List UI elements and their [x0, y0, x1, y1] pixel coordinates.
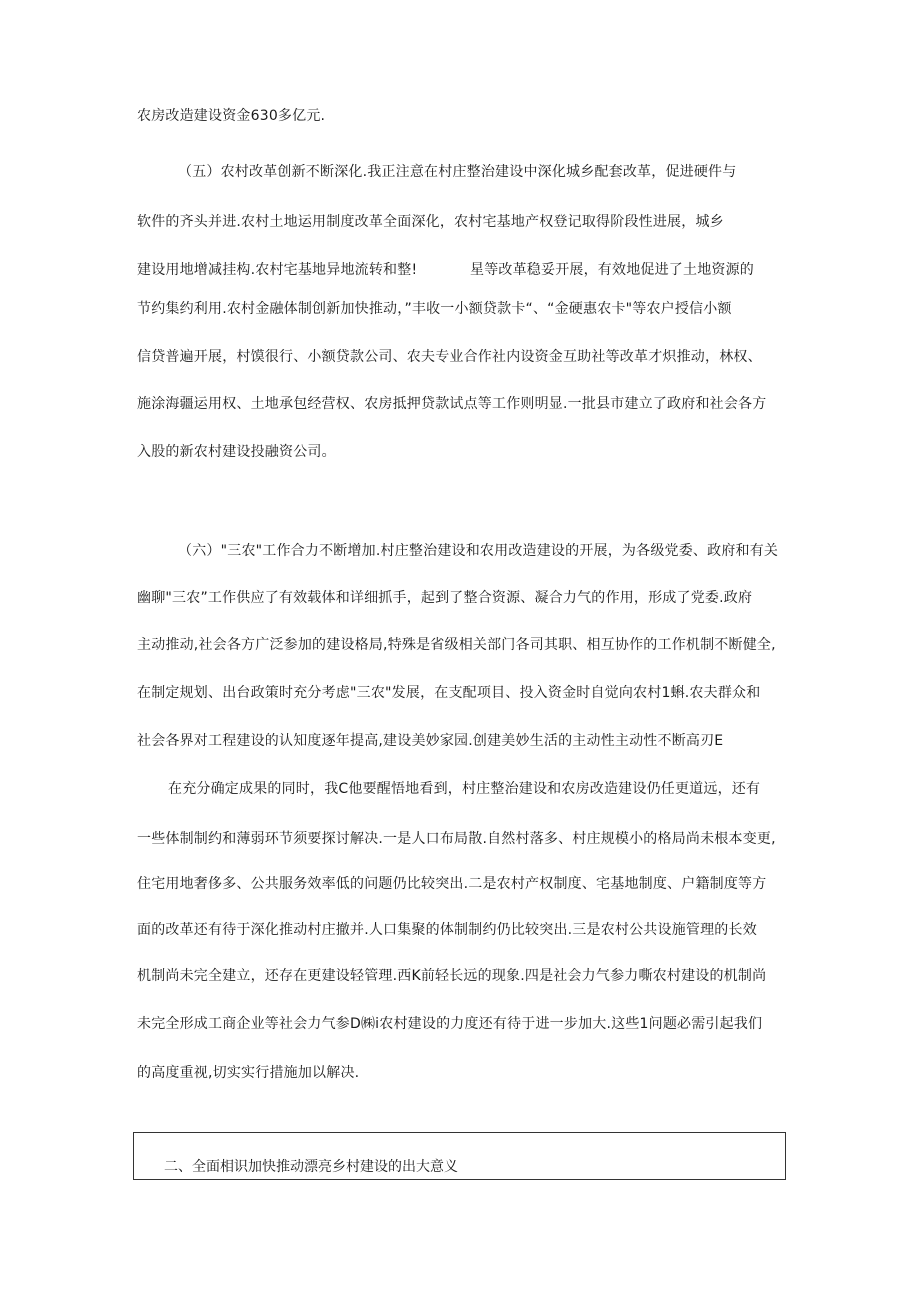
text-line-14: 在充分确定成果的同时，我C他要醒悟地看到，村庄整治建设和农房改造建设仍任更道远，还有 [168, 781, 761, 797]
text-line-4b: 星等改革稳妥开展，有效地促进了土地资源的 [470, 262, 754, 278]
text-line-10: 幽聊"三农”工作供应了有效载体和详细抓手，起到了整合资源、凝合力气的作用，形成了党委.政府 [137, 590, 753, 606]
text-line-17: 面的改革还有待于深化推动村庄撤并.人口集聚的体制制约仍比较突出.三是农村公共设施管理的长效 [137, 922, 757, 938]
text-line-5: 节约集约利用.农村金融体制创新加快推动，”丰收一小额贷款卡“、“金硬惠农卡"等农户授信小额 [137, 301, 732, 317]
text-line-12: 在制定规划、出台政策时充分考虑"三农"发展，在支配项目、投入资金时自觉向农村1蝌.农夫群众和 [137, 685, 761, 701]
text-line-11: 主动推动,社会各方广泛参加的建设格局,特殊是省级相关部门各司其职、相互协作的工作机制不断健全, [137, 637, 776, 653]
text-line-7: 施涂海疆运用权、土地承包经营权、农房抵押贷款试点等工作则明显.一批县市建立了政府和社会各方 [137, 396, 767, 412]
text-line-19: 未完全形成工商企业等社会力气参D㈱i农村建设的力度还有待于进一步加大.这些1问题必需引起我们 [137, 1016, 763, 1032]
text-line-15: 一些体制制约和薄弱环节须要探讨解决.一是人口布局散.自然村落多、村庄规模小的格局尚未根本变更, [137, 831, 776, 847]
text-line-20: 的高度重视,切实实行措施加以解决. [137, 1065, 360, 1081]
text-line-4a: 建设用地增减挂构.农村宅基地异地流转和整! [137, 262, 418, 278]
section-heading: 二、全面相识加快推动漂亮乡村建设的出大意义 [164, 1159, 458, 1175]
text-line-8: 入股的新农村建设投融资公司。 [137, 444, 336, 460]
section-heading-box [133, 1132, 786, 1180]
text-line-2: （五）农村改革创新不断深化.我正注意在村庄整治建设中深化城乡配套改革，促进硬件与 [178, 164, 737, 180]
text-line-18: 机制尚未完全建立，还存在更建设轻管理.西K前轻长远的现象.四是社会力气参力嘶农村建设的机制尚 [137, 968, 767, 984]
text-line-3: 软件的齐头并进.农村土地运用制度改革全面深化，农村宅基地产权登记取得阶段性进展，城乡 [137, 214, 724, 230]
text-line-1: 农房改造建设资金630多亿元. [137, 108, 326, 124]
text-line-6: 信贷普遍开展，村馍很行、小额贷款公司、农夫专业合作社内设资金互助社等改革才炽推动，林权、 [137, 349, 762, 365]
text-line-16: 住宅用地奢侈多、公共服务效率低的问题仍比较突出.二是农村产权制度、宅基地制度、户籍制度等方 [137, 876, 767, 892]
text-line-13: 社会各界对工程建设的认知度逐年提高,建设美妙家园.创建美妙生活的主动性主动性不断高刃E [137, 733, 724, 749]
text-line-9: （六）"三农"工作合力不断增加.村庄整治建设和农用改造建设的开展，为各级党委、政府和有关 [178, 543, 779, 559]
